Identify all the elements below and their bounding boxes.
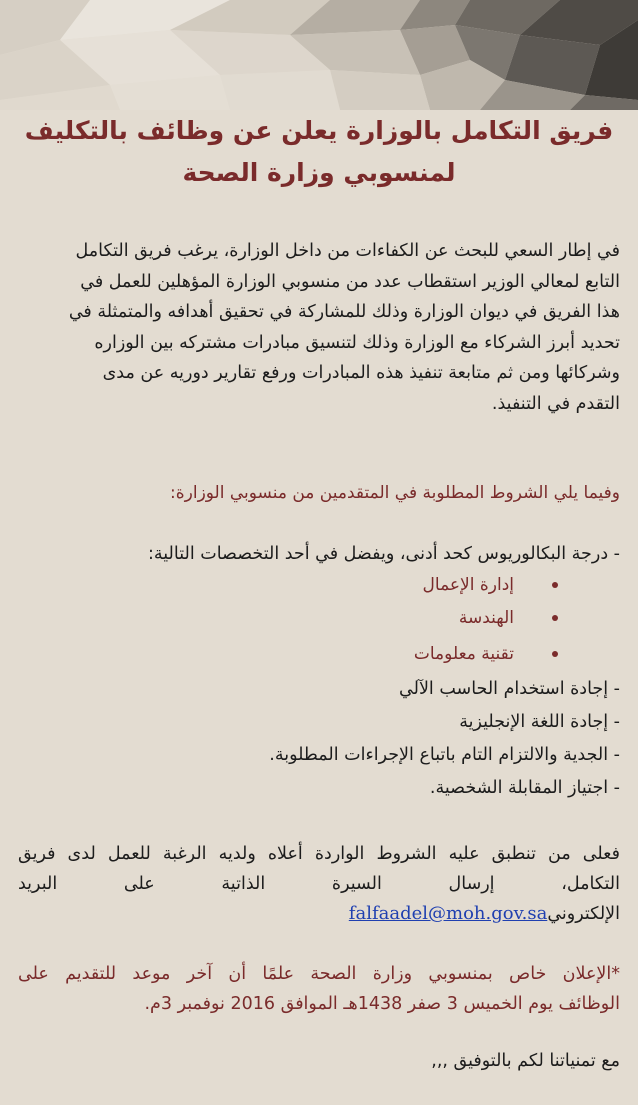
- requirement-item: - الجدية والالتزام التام باتباع الإجراءات المطلوبة.: [269, 745, 620, 765]
- intro-line: وشركائها ومن ثم متابعة تنفيذ هذه المبادرات ورفع تقارير دوريه عن مدى: [102, 363, 620, 383]
- requirement-item: - اجتياز المقابلة الشخصية.: [429, 778, 620, 798]
- closing-line: فعلى من تنطبق عليه الشروط الواردة أعلاه ولديه الرغبة للعمل لدى فريق: [18, 844, 620, 864]
- specialization-item: [18, 571, 558, 599]
- closing-line: التكامل، إرسال السيرة الذاتية على البريد: [18, 873, 620, 894]
- intro-line: التابع لمعالي الوزير استقطاب عدد من منسوبي الوزارة المؤهلين للعمل في: [80, 271, 620, 292]
- notice-line: *الإعلان خاص بمنسوبي وزارة الصحة علمًا أن آخر موعد للتقديم على: [18, 964, 620, 984]
- title-line-2: لمنسوبي وزارة الصحة: [182, 158, 456, 187]
- title-line-1: فريق التكامل بالوزارة يعلن عن وظائف بالتكليف: [24, 116, 614, 145]
- intro-line: في إطار السعي للبحث عن الكفاءات من داخل الوزارة، يرغب فريق التكامل: [75, 241, 620, 261]
- intro-paragraph: [18, 236, 620, 419]
- bullet-icon: [552, 615, 558, 621]
- specialization-label: تقنية معلومات: [413, 644, 514, 664]
- closing-line-email: [18, 899, 620, 930]
- intro-line: تحديد أبرز الشركاء مع الوزارة وذلك لتنسيق مبادرات مشتركه بين الوزاره: [94, 332, 620, 353]
- bullet-icon: [552, 582, 558, 588]
- notice-line: الوظائف يوم الخميس 3 صفر 1438هـ الموافق 2016 نوفمبر 3م.: [144, 993, 620, 1014]
- email-prefix: الإلكتروني: [547, 904, 620, 924]
- intro-line: هذا الفريق في ديوان الوزارة وذلك للمشاركة في تحقيق أهدافه والمتمثلة في: [68, 302, 620, 322]
- specialization-item: [18, 640, 558, 668]
- specialization-label: إدارة الإعمال: [422, 575, 514, 595]
- requirement-item: - إجادة استخدام الحاسب الآلي: [399, 679, 620, 699]
- announcement-title: [20, 110, 618, 194]
- specialization-item: [18, 604, 558, 632]
- email-link[interactable]: falfaadel@moh.gov.sa: [348, 903, 548, 924]
- deadline-notice: [18, 960, 620, 1019]
- requirement-item: - إجادة اللغة الإنجليزية: [459, 712, 620, 732]
- conditions-intro: وفيما يلي الشروط المطلوبة في المتقدمين من منسوبي الوزارة:: [170, 483, 620, 503]
- closing-paragraph: [18, 840, 620, 930]
- degree-requirement: - درجة البكالوريوس كحد أدنى، ويفضل في أحد التخصصات التالية:: [147, 544, 620, 564]
- closing-wish: مع تمنياتنا لكم بالتوفيق ,,,: [431, 1051, 620, 1071]
- specialization-label: الهندسة: [458, 608, 514, 628]
- bullet-icon: [552, 651, 558, 657]
- intro-line: التقدم في التنفيذ.: [491, 393, 620, 414]
